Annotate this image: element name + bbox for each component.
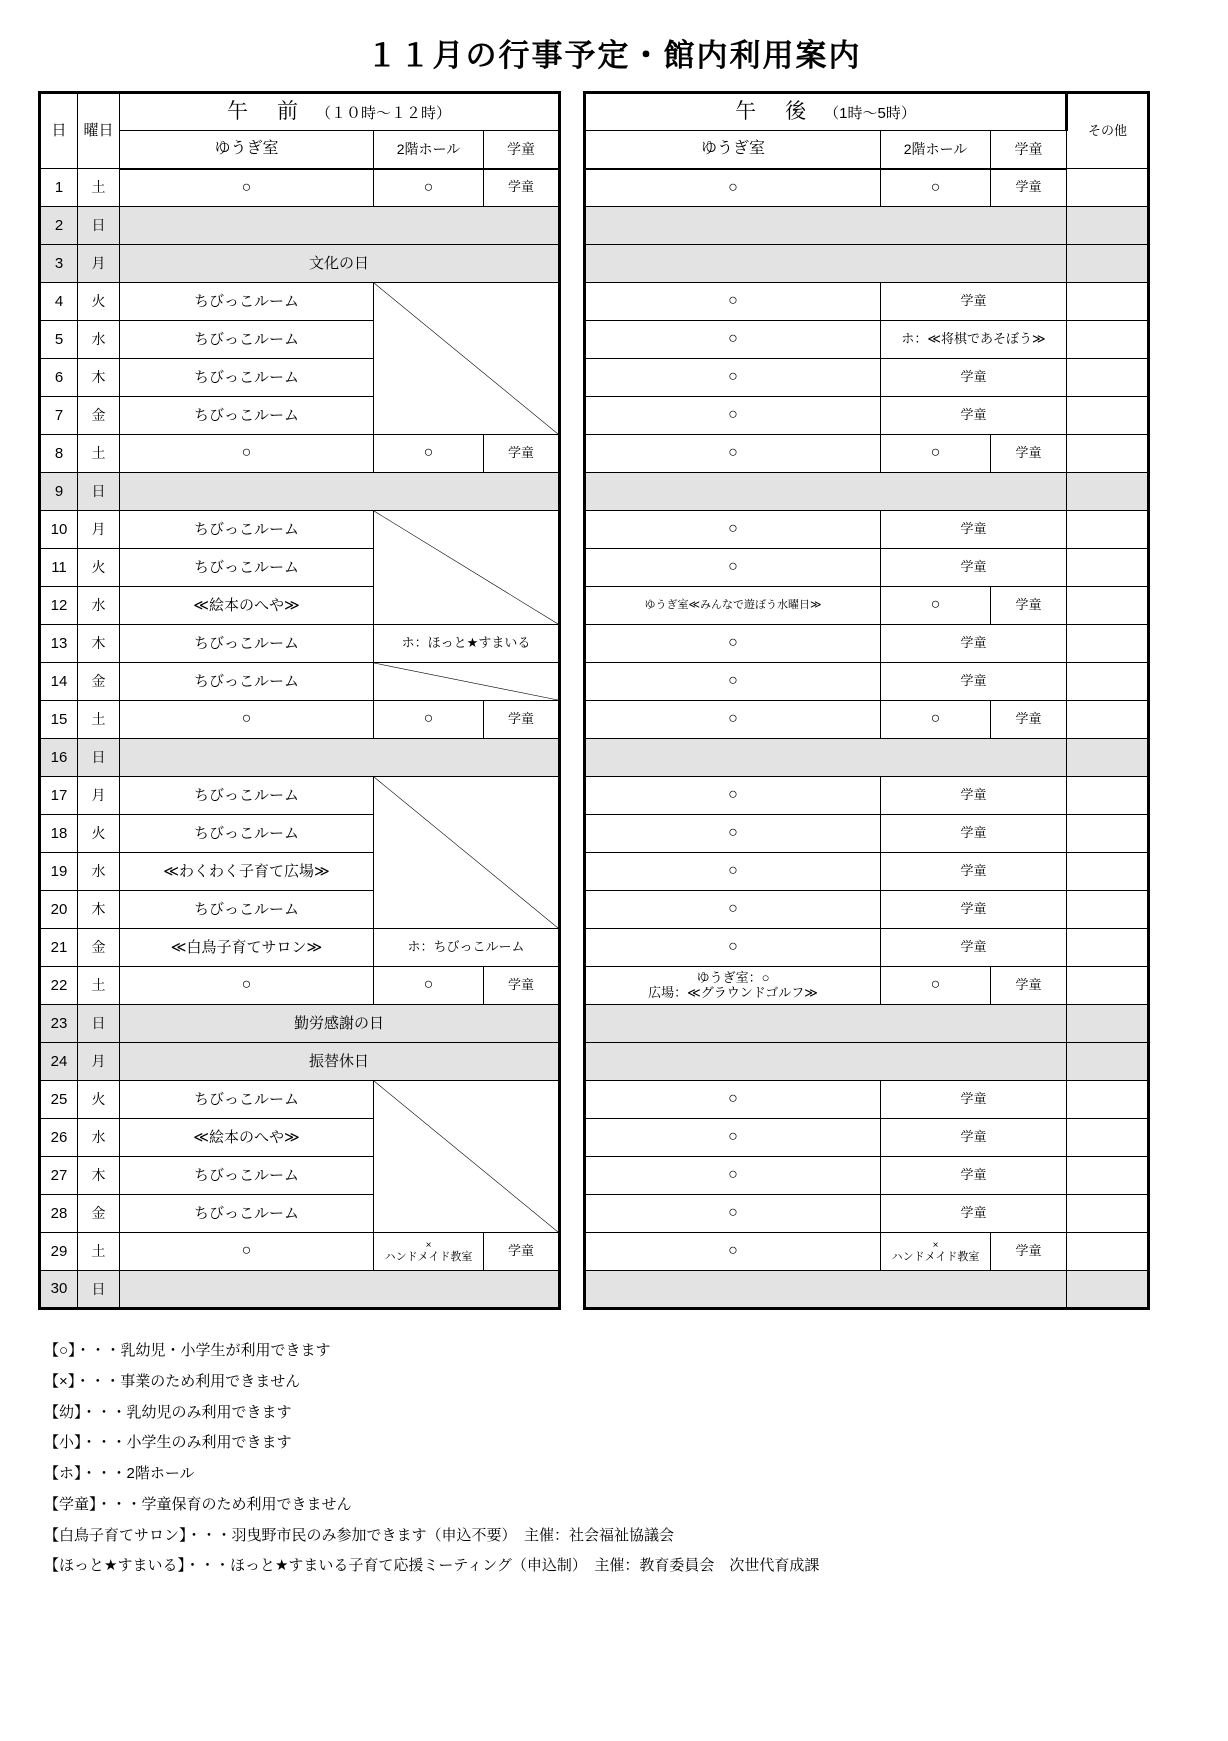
other-cell bbox=[1067, 853, 1149, 891]
am-yugi-cell: ≪わくわく子育て広場≫ bbox=[120, 853, 374, 891]
pm-holiday-cell bbox=[585, 1043, 1067, 1081]
am-yugi-cell: ○ bbox=[120, 435, 374, 473]
pm-hall-event-cell: 学童 bbox=[881, 853, 1067, 891]
pm-hall-cell: ○ bbox=[881, 169, 991, 207]
am-yugi-cell: ちびっこルーム bbox=[120, 777, 374, 815]
row-weekday: 日 bbox=[78, 1005, 120, 1043]
other-cell bbox=[1067, 1081, 1149, 1119]
pm-holiday-cell bbox=[585, 1271, 1067, 1309]
table-row bbox=[585, 1233, 1149, 1271]
pm-yugi-cell: ○ bbox=[585, 625, 881, 663]
table-row bbox=[585, 549, 1149, 587]
morning-thead bbox=[40, 93, 560, 169]
table-row bbox=[40, 625, 560, 663]
table-row bbox=[585, 245, 1149, 283]
header-dow: 曜日 bbox=[78, 93, 120, 169]
table-row bbox=[585, 1119, 1149, 1157]
am-gakudo-cell: 学童 bbox=[484, 435, 560, 473]
other-cell bbox=[1067, 1233, 1149, 1271]
header-morning-hall: 2階ホール bbox=[374, 131, 484, 169]
row-day-number: 3 bbox=[40, 245, 78, 283]
other-cell bbox=[1067, 1271, 1149, 1309]
am-hall-event-cell: ホ：ほっと★すまいる bbox=[374, 625, 560, 663]
pm-holiday-cell bbox=[585, 473, 1067, 511]
row-weekday: 木 bbox=[78, 625, 120, 663]
am-gakudo-cell: 学童 bbox=[484, 169, 560, 207]
table-row bbox=[585, 169, 1149, 207]
table-row bbox=[40, 1271, 560, 1309]
pm-holiday-cell bbox=[585, 245, 1067, 283]
row-weekday: 日 bbox=[78, 207, 120, 245]
am-yugi-cell: ○ bbox=[120, 1233, 374, 1271]
pm-hall-event-cell: 学童 bbox=[881, 891, 1067, 929]
pm-gakudo-cell: 学童 bbox=[991, 1233, 1067, 1271]
pm-yugi-cell: ○ bbox=[585, 283, 881, 321]
am-hall-diagonal-cell bbox=[374, 511, 560, 625]
row-weekday: 日 bbox=[78, 1271, 120, 1309]
row-weekday: 火 bbox=[78, 283, 120, 321]
pm-hall-closed-cell bbox=[881, 1233, 991, 1271]
pm-gakudo-cell: 学童 bbox=[991, 169, 1067, 207]
pm-yugi-cell: ゆうぎ室≪みんなで遊ぼう水曜日≫ bbox=[585, 587, 881, 625]
am-hall-diagonal-cell bbox=[374, 283, 560, 435]
pm-yugi-cell: ○ bbox=[585, 359, 881, 397]
am-hall-closed-cell bbox=[374, 1233, 484, 1271]
pm-yugi-cell: ○ bbox=[585, 701, 881, 739]
table-row bbox=[40, 1005, 560, 1043]
am-yugi-cell: ちびっこルーム bbox=[120, 663, 374, 701]
row-day-number: 27 bbox=[40, 1157, 78, 1195]
row-weekday: 火 bbox=[78, 1081, 120, 1119]
row-day-number: 24 bbox=[40, 1043, 78, 1081]
am-holiday-cell bbox=[120, 207, 560, 245]
pm-yugi-cell: ○ bbox=[585, 929, 881, 967]
table-row bbox=[585, 587, 1149, 625]
row-day-number: 26 bbox=[40, 1119, 78, 1157]
other-cell bbox=[1067, 663, 1149, 701]
other-cell bbox=[1067, 1195, 1149, 1233]
am-yugi-cell: ちびっこルーム bbox=[120, 891, 374, 929]
row-weekday: 火 bbox=[78, 815, 120, 853]
row-day-number: 21 bbox=[40, 929, 78, 967]
am-yugi-cell: ちびっこルーム bbox=[120, 321, 374, 359]
am-holiday-cell: 振替休日 bbox=[120, 1043, 560, 1081]
table-row bbox=[585, 359, 1149, 397]
am-yugi-cell: ちびっこルーム bbox=[120, 549, 374, 587]
am-yugi-cell: ちびっこルーム bbox=[120, 283, 374, 321]
pm-gakudo-cell: 学童 bbox=[991, 967, 1067, 1005]
am-gakudo-cell: 学童 bbox=[484, 1233, 560, 1271]
am-hall-cell: ○ bbox=[374, 967, 484, 1005]
table-row bbox=[40, 207, 560, 245]
row-weekday: 土 bbox=[78, 701, 120, 739]
table-row bbox=[40, 473, 560, 511]
pm-hall-event-cell: 学童 bbox=[881, 397, 1067, 435]
am-hall-closed-cell-mark: × bbox=[425, 1239, 432, 1251]
table-row bbox=[585, 1043, 1149, 1081]
row-weekday: 金 bbox=[78, 663, 120, 701]
row-day-number: 23 bbox=[40, 1005, 78, 1043]
table-row bbox=[40, 1233, 560, 1271]
pm-hall-cell: ○ bbox=[881, 435, 991, 473]
am-yugi-cell: ≪絵本のへや≫ bbox=[120, 1119, 374, 1157]
row-weekday: 木 bbox=[78, 1157, 120, 1195]
pm-yugi-cell: ○ bbox=[585, 169, 881, 207]
pm-yugi-cell: ○ bbox=[585, 777, 881, 815]
other-cell bbox=[1067, 549, 1149, 587]
am-yugi-cell: ちびっこルーム bbox=[120, 397, 374, 435]
table-row bbox=[40, 245, 560, 283]
pm-hall-closed-mark: × bbox=[932, 1239, 939, 1251]
pm-hall-cell: ○ bbox=[881, 701, 991, 739]
am-holiday-cell: 文化の日 bbox=[120, 245, 560, 283]
legend-item: 【学童】・・・学童保育のため利用できません bbox=[44, 1495, 352, 1513]
am-yugi-cell: ちびっこルーム bbox=[120, 625, 374, 663]
header-morning-gakudo: 学童 bbox=[484, 131, 560, 169]
row-weekday: 水 bbox=[78, 1119, 120, 1157]
pm-yugi-cell: ゆうぎ室：○ 広場：≪グラウンドゴルフ≫ bbox=[585, 967, 881, 1005]
legend-item: 【白鳥子育てサロン】・・・羽曳野市民のみ参加できます（申込不要） 主催：社会福祉協議会 bbox=[44, 1526, 675, 1544]
am-yugi-cell: ≪絵本のへや≫ bbox=[120, 587, 374, 625]
row-day-number: 19 bbox=[40, 853, 78, 891]
pm-yugi-cell: ○ bbox=[585, 815, 881, 853]
row-day-number: 9 bbox=[40, 473, 78, 511]
table-row bbox=[585, 663, 1149, 701]
table-row bbox=[40, 283, 560, 321]
row-day-number: 4 bbox=[40, 283, 78, 321]
table-row bbox=[40, 663, 560, 701]
am-hall-diagonal-cell bbox=[374, 663, 560, 701]
row-day-number: 12 bbox=[40, 587, 78, 625]
afternoon-thead bbox=[585, 93, 1149, 169]
other-cell bbox=[1067, 625, 1149, 663]
other-cell bbox=[1067, 701, 1149, 739]
other-cell bbox=[1067, 321, 1149, 359]
am-hall-cell: ○ bbox=[374, 435, 484, 473]
am-yugi-cell: ちびっこルーム bbox=[120, 815, 374, 853]
pm-yugi-cell: ○ bbox=[585, 1157, 881, 1195]
header-afternoon-gakudo: 学童 bbox=[991, 131, 1067, 169]
other-cell bbox=[1067, 1005, 1149, 1043]
other-cell bbox=[1067, 283, 1149, 321]
legend bbox=[0, 1310, 1228, 1582]
pm-yugi-cell: ○ bbox=[585, 1119, 881, 1157]
header-other: その他 bbox=[1067, 93, 1149, 169]
pm-hall-event-cell: 学童 bbox=[881, 549, 1067, 587]
other-cell bbox=[1067, 169, 1149, 207]
other-cell bbox=[1067, 967, 1149, 1005]
header-afternoon-label: 午 後 bbox=[735, 99, 811, 123]
header-afternoon-hours: （1時～5時） bbox=[824, 104, 916, 122]
row-weekday: 土 bbox=[78, 1233, 120, 1271]
table-row bbox=[585, 625, 1149, 663]
table-row bbox=[585, 1195, 1149, 1233]
row-weekday: 水 bbox=[78, 853, 120, 891]
table-row bbox=[40, 435, 560, 473]
other-cell bbox=[1067, 1119, 1149, 1157]
am-yugi-cell: ○ bbox=[120, 169, 374, 207]
table-row bbox=[585, 853, 1149, 891]
row-day-number: 6 bbox=[40, 359, 78, 397]
table-row bbox=[585, 815, 1149, 853]
legend-item: 【○】・・・乳幼児・小学生が利用できます bbox=[44, 1342, 331, 1359]
pm-holiday-cell bbox=[585, 1005, 1067, 1043]
table-row bbox=[40, 169, 560, 207]
table-row bbox=[40, 929, 560, 967]
pm-hall-cell: ○ bbox=[881, 587, 991, 625]
pm-yugi-cell: ○ bbox=[585, 435, 881, 473]
pm-hall-event-cell: 学童 bbox=[881, 1195, 1067, 1233]
table-row bbox=[585, 473, 1149, 511]
am-yugi-cell: ちびっこルーム bbox=[120, 1195, 374, 1233]
pm-hall-closed-label: × ハンドメイド教室 bbox=[881, 1240, 990, 1263]
pm-hall-event-cell: 学童 bbox=[881, 1157, 1067, 1195]
pm-yugi-cell: ○ bbox=[585, 1195, 881, 1233]
table-row bbox=[40, 1043, 560, 1081]
row-day-number: 16 bbox=[40, 739, 78, 777]
header-day: 日 bbox=[40, 93, 78, 169]
afternoon-table bbox=[583, 91, 1150, 1310]
am-gakudo-cell: 学童 bbox=[484, 967, 560, 1005]
row-weekday: 木 bbox=[78, 891, 120, 929]
row-weekday: 日 bbox=[78, 739, 120, 777]
other-cell bbox=[1067, 511, 1149, 549]
pm-yugi-cell: ○ bbox=[585, 511, 881, 549]
pm-yugi-cell: ○ bbox=[585, 663, 881, 701]
legend-item: 【ホ】・・・2階ホール bbox=[44, 1465, 195, 1482]
row-day-number: 17 bbox=[40, 777, 78, 815]
row-day-number: 15 bbox=[40, 701, 78, 739]
row-weekday: 月 bbox=[78, 245, 120, 283]
row-day-number: 20 bbox=[40, 891, 78, 929]
other-cell bbox=[1067, 359, 1149, 397]
am-holiday-cell bbox=[120, 1271, 560, 1309]
table-row bbox=[585, 891, 1149, 929]
table-row bbox=[585, 207, 1149, 245]
am-hall-event-cell: ホ：ちびっこルーム bbox=[374, 929, 560, 967]
legend-item: 【ほっと★すまいる】・・・ほっと★すまいる子育て応援ミーティング（申込制） 主催：教育委員会 次世代育成課 bbox=[44, 1557, 820, 1575]
pm-hall-event-cell: 学童 bbox=[881, 777, 1067, 815]
legend-item: 【小】・・・小学生のみ利用できます bbox=[44, 1434, 292, 1452]
row-weekday: 金 bbox=[78, 1195, 120, 1233]
table-row bbox=[585, 511, 1149, 549]
am-hall-cell: ○ bbox=[374, 169, 484, 207]
row-weekday: 水 bbox=[78, 321, 120, 359]
table-row bbox=[40, 511, 560, 549]
row-day-number: 13 bbox=[40, 625, 78, 663]
am-yugi-cell: ちびっこルーム bbox=[120, 359, 374, 397]
other-cell bbox=[1067, 473, 1149, 511]
row-day-number: 22 bbox=[40, 967, 78, 1005]
pm-hall-event-cell: 学童 bbox=[881, 1081, 1067, 1119]
other-cell bbox=[1067, 207, 1149, 245]
row-day-number: 28 bbox=[40, 1195, 78, 1233]
pm-hall-event-cell: 学童 bbox=[881, 283, 1067, 321]
row-day-number: 18 bbox=[40, 815, 78, 853]
table-row bbox=[40, 777, 560, 815]
row-weekday: 木 bbox=[78, 359, 120, 397]
row-day-number: 2 bbox=[40, 207, 78, 245]
other-cell bbox=[1067, 815, 1149, 853]
am-hall-cell: ○ bbox=[374, 701, 484, 739]
header-morning-label: 午 前 bbox=[226, 99, 302, 123]
table-row bbox=[40, 967, 560, 1005]
row-day-number: 5 bbox=[40, 321, 78, 359]
row-day-number: 1 bbox=[40, 169, 78, 207]
am-yugi-cell: ○ bbox=[120, 967, 374, 1005]
am-hall-diagonal-cell bbox=[374, 777, 560, 929]
row-day-number: 29 bbox=[40, 1233, 78, 1271]
pm-hall-event-cell: 学童 bbox=[881, 815, 1067, 853]
am-holiday-cell: 勤労感謝の日 bbox=[120, 1005, 560, 1043]
pm-hall-cell: ○ bbox=[881, 967, 991, 1005]
morning-tbody bbox=[40, 169, 560, 1309]
pm-hall-event-cell: 学童 bbox=[881, 511, 1067, 549]
table-row bbox=[585, 929, 1149, 967]
pm-hall-event-cell: 学童 bbox=[881, 625, 1067, 663]
other-cell bbox=[1067, 587, 1149, 625]
schedule-tables bbox=[0, 91, 1228, 1310]
table-row bbox=[585, 283, 1149, 321]
pm-hall-event-cell: 学童 bbox=[881, 929, 1067, 967]
row-day-number: 11 bbox=[40, 549, 78, 587]
table-row bbox=[585, 397, 1149, 435]
table-row bbox=[585, 777, 1149, 815]
row-weekday: 火 bbox=[78, 549, 120, 587]
table-row bbox=[585, 701, 1149, 739]
row-day-number: 25 bbox=[40, 1081, 78, 1119]
am-yugi-cell: ちびっこルーム bbox=[120, 1081, 374, 1119]
other-cell bbox=[1067, 1157, 1149, 1195]
am-hall-closed-cell-label: × ハンドメイド教室 bbox=[374, 1240, 483, 1263]
other-cell bbox=[1067, 435, 1149, 473]
pm-hall-event-cell: 学童 bbox=[881, 663, 1067, 701]
table-row bbox=[585, 1157, 1149, 1195]
row-day-number: 30 bbox=[40, 1271, 78, 1309]
am-yugi-cell: ちびっこルーム bbox=[120, 1157, 374, 1195]
row-day-number: 8 bbox=[40, 435, 78, 473]
pm-hall-event-cell: 学童 bbox=[881, 359, 1067, 397]
pm-holiday-cell bbox=[585, 739, 1067, 777]
am-yugi-cell: ≪白鳥子育てサロン≫ bbox=[120, 929, 374, 967]
pm-hall-event-cell: 学童 bbox=[881, 1119, 1067, 1157]
header-morning-hours: （１０時～１２時） bbox=[315, 104, 451, 122]
other-cell bbox=[1067, 777, 1149, 815]
row-weekday: 月 bbox=[78, 777, 120, 815]
header-afternoon-hall: 2階ホール bbox=[881, 131, 991, 169]
table-row bbox=[585, 1271, 1149, 1309]
other-cell bbox=[1067, 929, 1149, 967]
pm-yugi-cell: ○ bbox=[585, 891, 881, 929]
pm-yugi-cell: ○ bbox=[585, 549, 881, 587]
legend-item: 【幼】・・・乳幼児のみ利用できます bbox=[44, 1403, 292, 1421]
row-weekday: 月 bbox=[78, 1043, 120, 1081]
other-cell bbox=[1067, 739, 1149, 777]
pm-yugi-cell: ○ bbox=[585, 1233, 881, 1271]
morning-table bbox=[38, 91, 561, 1310]
row-weekday: 月 bbox=[78, 511, 120, 549]
am-yugi-cell: ちびっこルーム bbox=[120, 511, 374, 549]
row-weekday: 日 bbox=[78, 473, 120, 511]
header-afternoon-yugi: ゆうぎ室 bbox=[585, 131, 881, 169]
pm-holiday-cell bbox=[585, 207, 1067, 245]
am-gakudo-cell: 学童 bbox=[484, 701, 560, 739]
am-holiday-cell bbox=[120, 739, 560, 777]
pm-yugi-cell: ○ bbox=[585, 321, 881, 359]
row-weekday: 土 bbox=[78, 169, 120, 207]
other-cell bbox=[1067, 397, 1149, 435]
am-yugi-cell: ○ bbox=[120, 701, 374, 739]
pm-yugi-cell: ○ bbox=[585, 853, 881, 891]
row-weekday: 水 bbox=[78, 587, 120, 625]
pm-hall-event-cell: ホ：≪将棋であそぼう≫ bbox=[881, 321, 1067, 359]
table-row bbox=[40, 739, 560, 777]
other-cell bbox=[1067, 891, 1149, 929]
row-day-number: 14 bbox=[40, 663, 78, 701]
row-weekday: 土 bbox=[78, 967, 120, 1005]
header-morning-yugi: ゆうぎ室 bbox=[120, 131, 374, 169]
pm-gakudo-cell: 学童 bbox=[991, 435, 1067, 473]
pm-yugi-cell: ○ bbox=[585, 397, 881, 435]
am-hall-diagonal-cell bbox=[374, 1081, 560, 1233]
table-row bbox=[585, 739, 1149, 777]
row-weekday: 土 bbox=[78, 435, 120, 473]
legend-item: 【×】・・・事業のため利用できません bbox=[44, 1372, 301, 1390]
table-row bbox=[585, 1081, 1149, 1119]
pm-gakudo-cell: 学童 bbox=[991, 701, 1067, 739]
other-cell bbox=[1067, 245, 1149, 283]
afternoon-tbody bbox=[585, 169, 1149, 1309]
other-cell bbox=[1067, 1043, 1149, 1081]
row-weekday: 金 bbox=[78, 397, 120, 435]
row-day-number: 7 bbox=[40, 397, 78, 435]
table-row bbox=[585, 321, 1149, 359]
table-row bbox=[585, 1005, 1149, 1043]
pm-gakudo-cell: 学童 bbox=[991, 587, 1067, 625]
pm-yugi-cell: ○ bbox=[585, 1081, 881, 1119]
page-title: １１月の行事予定・館内利用案内 bbox=[366, 38, 862, 73]
row-day-number: 10 bbox=[40, 511, 78, 549]
table-row bbox=[585, 967, 1149, 1005]
table-row bbox=[40, 1081, 560, 1119]
table-row bbox=[40, 701, 560, 739]
header-morning bbox=[120, 93, 560, 131]
table-row bbox=[585, 435, 1149, 473]
header-afternoon bbox=[585, 93, 1067, 131]
am-holiday-cell bbox=[120, 473, 560, 511]
row-weekday: 金 bbox=[78, 929, 120, 967]
